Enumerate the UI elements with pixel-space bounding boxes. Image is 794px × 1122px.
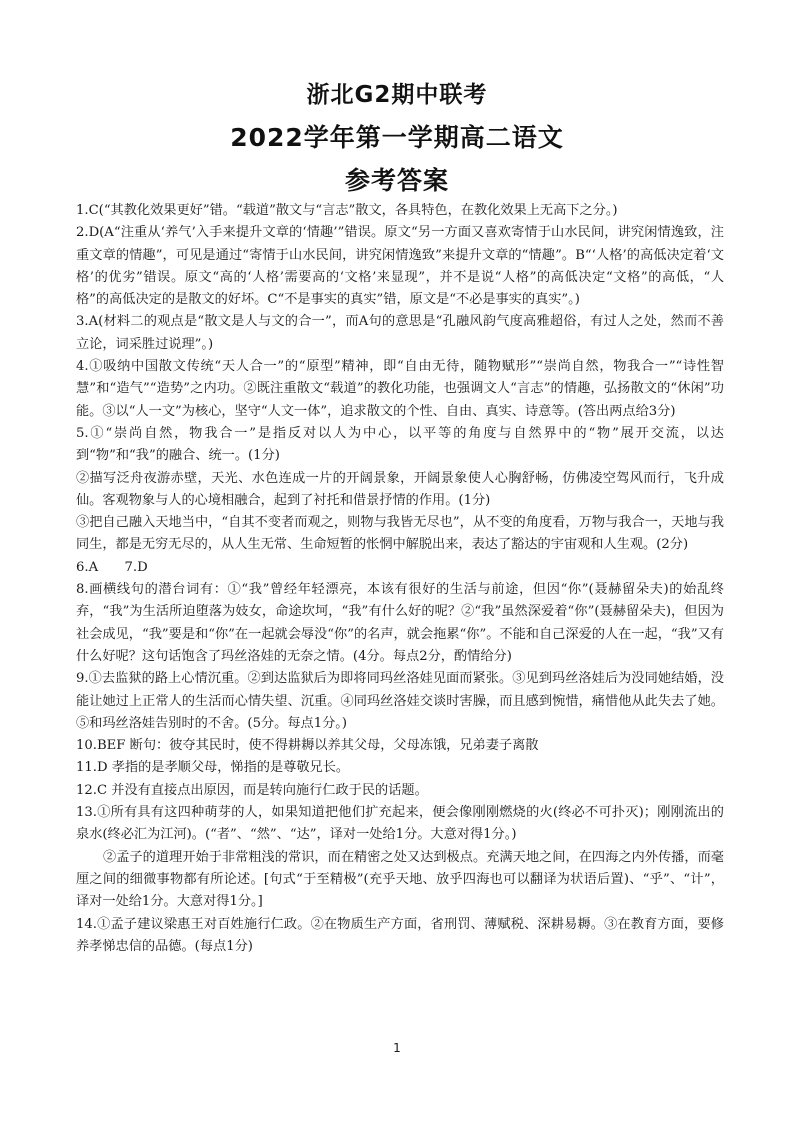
answer-list — [76, 200, 724, 958]
answer-item-5-part-2: ②描写泛舟夜游赤壁，天光、水色连成一片的开阔景象，开阔景象使人心胸舒畅，仿佛凌空驾风而行，飞升成仙。客观物象与人的心境相融合，起到了衬托和借景抒情的作用。(1分) — [76, 470, 724, 508]
answer-item-12: 12.C 并没有直接点出原因，而是转向施行仁政于民的话题。 — [76, 782, 428, 798]
exam-title: 浙北G2期中联考 — [306, 82, 488, 108]
answer-item-8: 8.画横线句的潜台词有：①“我”曾经年轻漂亮，本该有很好的生活与前途，但因“你”(聂赫留朵夫)的始乱终弃，“我”为生活所迫堕落为妓女，命途坎坷，“我”有什么好的呢？②“我”虽然深爱着“你”(聂赫留朵夫)，但因为社会成见，“我”要是和“你”在一起就会辱没“你”的名声，就会拖累“你”。不能和自己深爱的人在一起，“我”又有什么好呢？这句话饱含了玛丝洛娃的无奈之情。(4分。每点2分，酌情给分) — [76, 582, 724, 664]
answer-item-13-part-2: ②孟子的道理开始于非常粗浅的常识，而在精密之处又达到极点。充满天地之间，在四海之内外传播，而毫厘之间的细微事物都有所论述。[句式“于至精极”(充乎天地、放乎四海也可以翻译为状语后置)、“乎”、“计”，译对一处给1分。大意对得1分。] — [76, 849, 724, 910]
answer-item-6-7: 6.A 7.D — [76, 559, 148, 575]
answer-item-5: 5.①“崇尚自然，物我合一”是指反对以人为中心，以平等的角度与自然界中的“物”展开交流，以达到“物”和“我”的融合、统一。(1分) — [76, 425, 724, 464]
answer-item-2: 2.D(A“注重从‘养气’入手来提升文章的‘情趣’”错误。原文“另一方面又喜欢寄情于山水民间，讲究闲情逸致，注重文章的情趣”，可见是通过“寄情于山水民间，讲究闲情逸致”来提升文章的“情趣”。B“‘人格’的高低决定着‘文格’的优劣”错误。原文“高的‘人格’需要高的‘文格’来显现”，并不是说“人格”的高低决定“文格”的高低，“人格”的高低决定的是散文的好坏。C“不是事实的真实”错，原文是“不必是事实的真实”。) — [76, 225, 724, 308]
exam-subtitle: 2022学年第一学期高二语文 — [230, 123, 564, 152]
answer-key-heading: 参考答案 — [344, 166, 449, 195]
answer-item-5-part-3: ③把自己融入天地当中，“自其不变者而观之，则物与我皆无尽也”，从不变的角度看，万物与我合一，天地与我同生，都是无穷无尽的，从人生无常、生命短暂的怅惘中解脱出来，表达了豁达的宇宙观和人生观。(2分) — [76, 515, 724, 553]
page-number: 1 — [393, 1041, 401, 1055]
answer-item-9: 9.①去监狱的路上心情沉重。②到达监狱后为即将同玛丝洛娃见面而紧张。③见到玛丝洛娃后为没同她结婚，没能让她过上正常人的生活而心情失望、沉重。④同玛丝洛娃交谈时害臊，而且感到惋惜，痛惜他从此失去了她。⑤和玛丝洛娃告别时的不舍。(5分。每点1分。) — [76, 671, 724, 731]
answer-item-10: 10.BEF 断句：彼夺其民时，使不得耕耨以养其父母，父母冻饿，兄弟妻子离散 — [76, 738, 539, 754]
answer-item-14: 14.①孟子建议梁惠王对百姓施行仁政。②在物质生产方面，省刑罚、薄赋税、深耕易耨。③在教育方面，要修养孝悌忠信的品德。(每点1分) — [76, 916, 724, 954]
answer-item-13: 13.①所有具有这四种萌芽的人，如果知道把他们扩充起来，便会像刚刚燃烧的火(终必不可扑灭)；刚刚流出的泉水(终必汇为江河)。(“者”、“然”、“达”，译对一处给1分。大意对得1分。) — [76, 805, 724, 843]
answer-item-1: 1.C(“其教化效果更好”错。“载道”散文与“言志”散文，各具特色，在教化效果上无高下之分。) — [76, 203, 618, 218]
answer-item-11: 11.D 孝指的是孝顺父母，悌指的是尊敬兄长。 — [76, 760, 350, 776]
answer-item-3: 3.A(材料二的观点是“散文是人与文的合一”，而A句的意思是“孔融风韵气度高雅超俗，有过人之处，然而不善立论，词采胜过说理”。) — [76, 314, 724, 352]
answer-item-4: 4.①吸纳中国散文传统“天人合一”的“原型”精神，即“自由无待，随物赋形”“崇尚自然，物我合一”“诗性智慧”和“造气”“造势”之内功。②既注重散文“载道”的教化功能，也强调文人“言志”的情趣，弘扬散文的“休闲”功能。③以“人一文”为核心，坚守“人文一体”，追求散文的个性、自由、真实、诗意等。(答出两点给3分) — [76, 359, 724, 419]
